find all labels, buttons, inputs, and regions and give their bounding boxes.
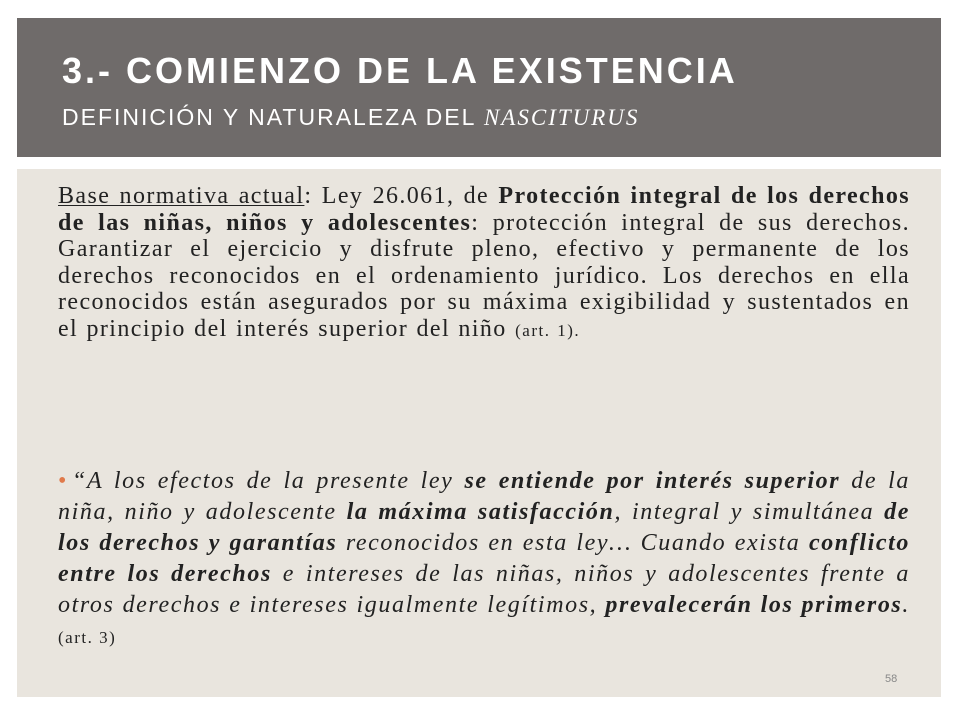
slide-title: 3.- COMIENZO DE LA EXISTENCIA <box>62 50 738 91</box>
quote-bullet <box>58 466 910 653</box>
quote-text: de la niña, niño y adolescente <box>58 468 910 525</box>
quote-bold: de los derechos y garantías <box>58 499 910 556</box>
quote-text: reconocidos en esta ley… Cuando exista <box>337 530 809 556</box>
quote-bold: la máxima satisfacción <box>346 499 615 525</box>
article-reference: (art. 1). <box>515 320 581 340</box>
quote-text: , integral y simultánea <box>614 499 885 525</box>
subtitle-italic: NASCITURUS <box>483 105 640 130</box>
quote-text: e intereses de las niñas, niños y adolescentes frente a otros derechos e intereses igualmente legítimos, <box>58 561 911 618</box>
quote-text: . <box>902 592 910 618</box>
law-name: Protección integral de los derechos de las niñas, niños y adolescentes <box>58 183 910 236</box>
article-reference: (art. 3) <box>58 628 117 647</box>
paragraph-separator: : Ley 26.061, de <box>304 183 499 209</box>
quote-bold: conflicto entre los derechos <box>58 530 910 587</box>
paragraph-label: Base normativa actual <box>58 183 305 209</box>
subtitle-main: DEFINICIÓN Y NATURALEZA DEL <box>62 104 484 130</box>
quote-bold: se entiende por interés superior <box>464 468 841 494</box>
page-number: 58 <box>885 673 898 685</box>
paragraph-text: : protección integral de sus derechos. Garantizar el ejercicio y disfrute pleno, efectivo y permanente de los derechos reconocidos en el ordenamiento jurídico. Los derechos en ella reconocidos están asegurados por su máxima exigibilidad y sustentados en el principio del interés superior del niño <box>58 209 910 342</box>
quote-text: “A los efectos de la presente ley <box>72 468 465 494</box>
bullet-icon: • <box>58 468 69 494</box>
quote-bold: prevalecerán los primeros <box>605 592 903 618</box>
slide-subtitle <box>62 104 639 131</box>
body-paragraph <box>58 183 910 344</box>
